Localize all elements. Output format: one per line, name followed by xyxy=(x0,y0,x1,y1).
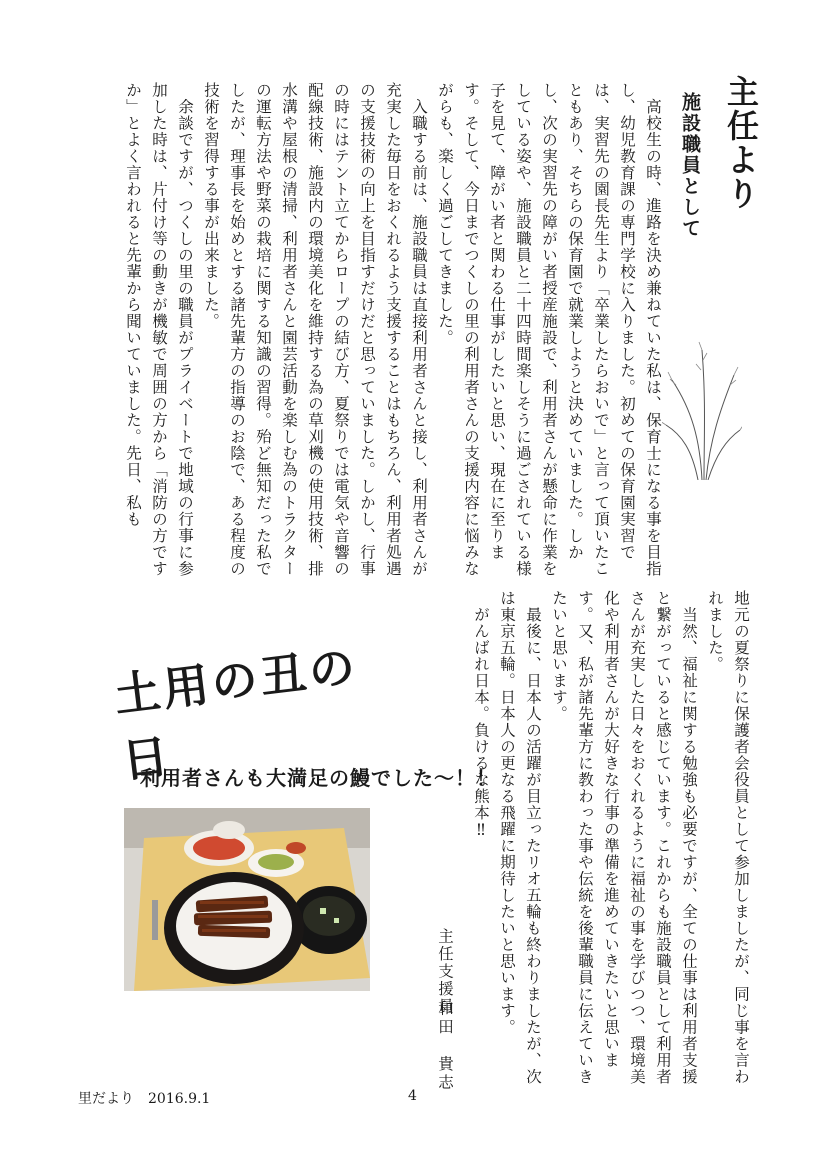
article-body-lower: 地元の夏祭りに保護者会役員として参加しましたが、同じ事を言われました。 当然、福祉に関する勉強も必要ですが、全ての仕事は利用者支援と繋がっていると感じています。これからも施設職員として利用者さんが充実した日々をおくれるように福祉の事を学びつつ、環境美化や利用者さんが大好きな行事の準備を進めていきたいと思います。又、私が諸先輩方に教わった事や伝統を後輩職員に伝えていきたいと思います。 最後に、日本人の活躍が目立ったリオ五輪も終わりましたが、次は東京五輪。日本人の更なる飛躍に期待したいと思います。 がんばれ日本。負けるな熊本‼ xyxy=(472,590,750,1085)
unagi-meal-photo xyxy=(124,808,370,991)
article-title: 主任より xyxy=(722,75,760,211)
signature-name: 和田 貴志 xyxy=(436,1000,454,1093)
page-number: 4 xyxy=(408,1088,417,1104)
footer-publication: 里だより 2016.9.1 xyxy=(78,1091,211,1107)
signature-role: 主任支援員 xyxy=(436,928,454,1016)
pampas-grass-illustration xyxy=(662,330,742,480)
feature-subheading: 利用者さんも大満足の鰻でした～！！ xyxy=(140,766,497,790)
article-body-upper: 高校生の時、進路を決め兼ねていた私は、保育士になる事を目指し、幼児教育課の専門学校に入りました。初めての保育園実習では、実習先の園長先生より「卒業したらおいで」と言って頂いたこともあり、そちらの保育園で就業しようと決めていました。しかし、次の実習先の障がい者授産施設で、利用者さんが懸命に作業をしている姿や、施設職員と二十四時間楽しそうに過ごされている様子を見て、障がい者と関わる仕事がしたいと思い、現在に至ります。そして、今日までつくしの里の利用者さんの支援内容に悩みながらも、楽しく過ごしてきました。 入職する前は、施設職員は直接利用者さんと接し、利用者さんが充実した毎日をおくれるよう支援することはもちろん、利用者処遇の支援技術の向上を目指すだけだと思っていました。しかし、行事の時にはテント立てからロープの結び方、夏祭りでは電気や音響の配線技術、施設内の環境美化を維持する為の草刈機の使用技術、排水溝や屋根の清掃、利用者さんと園芸活動を楽しむ為のトラクターの運転方法や野菜の栽培に関する知識の習得。殆ど無知だった私でしたが、理事長を始めとする諸先輩方の指導のお陰で、ある程度の技術を習得する事が出来ました。 余談ですが、つくしの里の職員がプライベートで地域の行事に参加した時は、片付け等の動きが機敏で周囲の方から「消防の方ですか」とよく言われると先輩から聞いていました。先日、私も xyxy=(124,82,662,577)
feature-heading-text: 土用の丑の日 xyxy=(111,639,361,789)
article-subtitle: 施設職員として xyxy=(679,92,701,239)
